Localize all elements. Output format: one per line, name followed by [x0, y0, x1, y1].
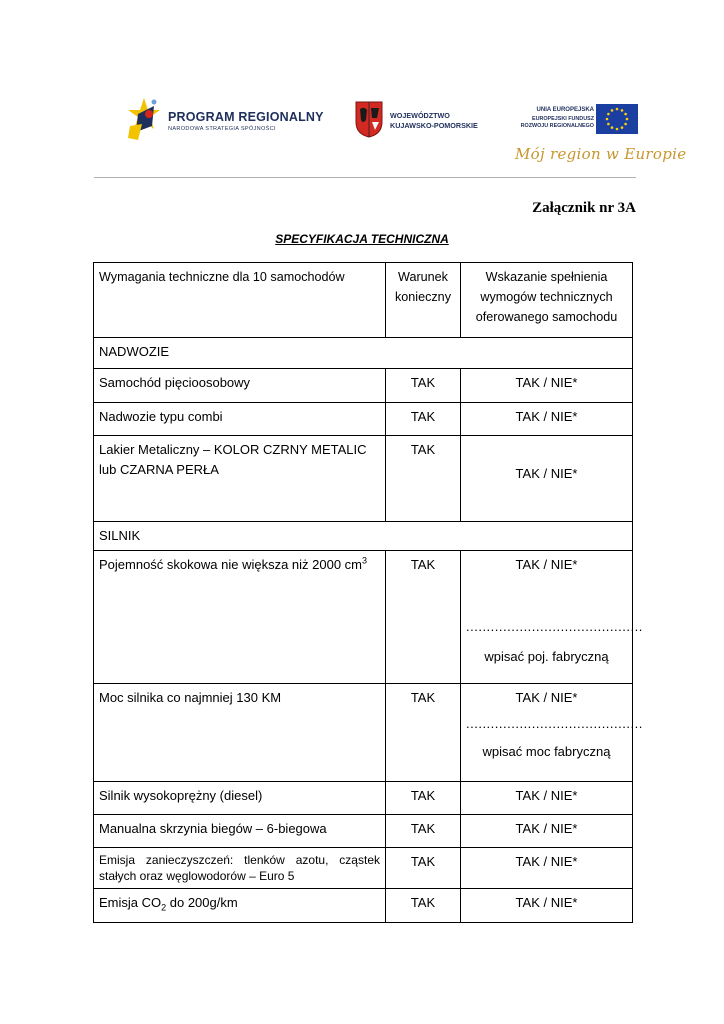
- requirement-text: Pojemność skokowa nie większa niż 2000 cm: [99, 557, 363, 572]
- fill-in-hint: wpisać poj. fabryczną: [484, 649, 609, 664]
- table-row: [94, 889, 633, 923]
- answer-text: TAK / NIE*: [515, 557, 578, 572]
- answer-cell: [461, 551, 643, 684]
- section-row-engine: [94, 522, 633, 551]
- answer-cell: TAK / NIE*: [461, 889, 633, 923]
- column-header-compliance: Wskazanie spełnienia wymogów technicznych oferowanego samochodu: [461, 263, 633, 338]
- fill-in-line[interactable]: ...........................................: [466, 619, 643, 634]
- section-label-engine: SILNIK: [94, 522, 633, 551]
- program-regionalny-subtitle: NARODOWA STRATEGIA SPÓJNOŚCI: [168, 126, 276, 132]
- requirement-text-suffix: do 200g/km: [166, 895, 238, 910]
- kujawsko-pomorskie-logo: [354, 100, 494, 140]
- table-row: [94, 436, 633, 522]
- requirement-cell: Moc silnika co najmniej 130 KM: [94, 684, 386, 782]
- table-row: [94, 782, 633, 815]
- table-row: [94, 551, 633, 684]
- answer-cell: TAK / NIE*: [461, 369, 633, 403]
- answer-cell: TAK / NIE*: [461, 436, 633, 522]
- requirement-text: Emisja CO: [99, 895, 162, 910]
- condition-cell: TAK: [386, 889, 461, 923]
- program-regionalny-logo: [124, 96, 324, 142]
- requirement-cell: Nadwozie typu combi: [94, 403, 386, 436]
- section-label-body: NADWOZIE: [94, 338, 633, 369]
- annex-label: Załącznik nr 3A: [532, 200, 636, 216]
- table-row: [94, 815, 633, 848]
- table-row: [94, 848, 633, 889]
- condition-cell: TAK: [386, 551, 461, 684]
- eu-logo: [512, 104, 642, 138]
- requirement-cell: [94, 889, 386, 923]
- answer-cell: TAK / NIE*: [461, 848, 633, 889]
- voivodeship-label-line2: KUJAWSKO-POMORSKIE: [390, 121, 478, 130]
- specification-table: [93, 262, 643, 923]
- program-regionalny-title: PROGRAM REGIONALNY: [168, 110, 324, 124]
- requirement-cell: Samochód pięcioosobowy: [94, 369, 386, 403]
- column-header-condition: Warunek konieczny: [386, 263, 461, 338]
- table-row: [94, 369, 633, 403]
- eu-flag-icon: [596, 104, 638, 134]
- requirement-cell: Manualna skrzynia biegów – 6-biegowa: [94, 815, 386, 848]
- page-title: SPECYFIKACJA TECHNICZNA: [275, 232, 449, 246]
- fill-in-line[interactable]: ...........................................: [466, 716, 643, 731]
- requirement-cell: [94, 551, 386, 684]
- condition-cell: TAK: [386, 684, 461, 782]
- table-header-row: [94, 263, 633, 338]
- eu-label-line3: ROZWOJU REGIONALNEGO: [520, 123, 594, 129]
- co2-subscript: 2: [161, 902, 167, 913]
- condition-cell: TAK: [386, 782, 461, 815]
- requirement-cell: Silnik wysokoprężny (diesel): [94, 782, 386, 815]
- table-row: [94, 684, 633, 782]
- answer-cell: [461, 684, 643, 782]
- slogan: Mój region w Europie: [515, 145, 687, 163]
- condition-cell: TAK: [386, 436, 461, 522]
- eu-label-line1: UNIA EUROPEJSKA: [536, 107, 594, 113]
- answer-cell: TAK / NIE*: [461, 782, 633, 815]
- condition-cell: TAK: [386, 848, 461, 889]
- answer-text: TAK / NIE*: [515, 690, 578, 705]
- column-header-requirements: Wymagania techniczne dla 10 samochodów: [94, 263, 386, 338]
- answer-cell: TAK / NIE*: [461, 815, 633, 848]
- requirement-cell: Emisja zanieczyszczeń: tlenków azotu, cząstek stałych oraz węglowodorów – Euro 5: [94, 848, 386, 889]
- voivodeship-coat-of-arms-icon: [354, 100, 384, 138]
- program-regionalny-emblem-icon: [124, 96, 164, 142]
- condition-cell: TAK: [386, 403, 461, 436]
- voivodeship-label-line1: WOJEWÓDZTWO: [390, 111, 450, 120]
- section-row-body: [94, 338, 633, 369]
- eu-label-line2: EUROPEJSKI FUNDUSZ: [531, 116, 594, 122]
- header-divider: [94, 177, 636, 178]
- condition-cell: TAK: [386, 369, 461, 403]
- answer-cell: TAK / NIE*: [461, 403, 633, 436]
- table-row: [94, 403, 633, 436]
- condition-cell: TAK: [386, 815, 461, 848]
- requirement-cell: Lakier Metaliczny – KOLOR CZRNY METALIC lub CZARNA PERŁA: [94, 436, 386, 522]
- fill-in-hint: wpisać moc fabryczną: [482, 744, 611, 759]
- cubic-superscript: 3: [362, 555, 368, 566]
